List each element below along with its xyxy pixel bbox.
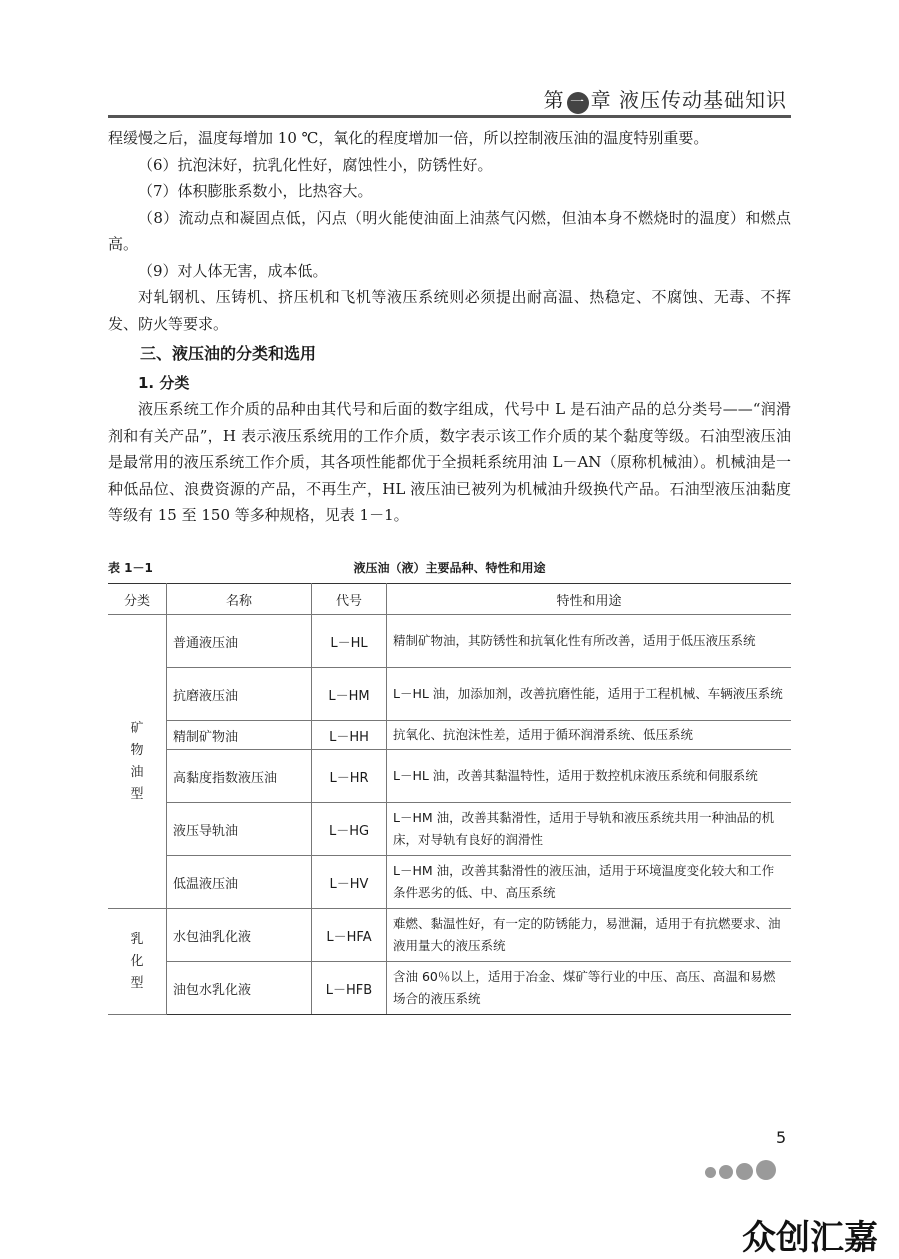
chapter-number-badge: 一	[567, 92, 589, 114]
page-number: 5	[776, 1128, 787, 1147]
desc-cell: 难燃、黏温性好，有一定的防锈能力，易泄漏，适用于有抗燃要求、油液用量大的液压系统	[387, 909, 792, 962]
header-code: 代号	[312, 584, 387, 615]
name-cell: 精制矿物油	[167, 721, 312, 750]
chapter-suffix: 章	[590, 88, 612, 112]
table-caption	[108, 557, 791, 577]
desc-cell: L－HM 油，改善其黏滑性，适用于导轨和液压系统共用一种油品的机床，对导轨有良好的润滑性	[387, 803, 792, 856]
code-cell: L－HL	[312, 615, 387, 668]
category-label: 乳 化 型	[130, 931, 144, 991]
table-header-row	[108, 584, 791, 615]
desc-cell: 精制矿物油，其防锈性和抗氧化性有所改善，适用于低压液压系统	[387, 615, 792, 668]
paragraph: 程缓慢之后，温度每增加 10 ℃，氧化的程度增加一倍，所以控制液压油的温度特别重要。	[108, 129, 709, 147]
table-row	[108, 909, 791, 962]
dot-decoration	[736, 1163, 753, 1180]
paragraph: 对轧钢机、压铸机、挤压机和飞机等液压系统则必须提出耐高温、热稳定、不腐蚀、无毒、不挥发、防火等要求。	[108, 288, 791, 333]
table-row	[108, 721, 791, 750]
code-cell: L－HR	[312, 750, 387, 803]
table-row	[108, 856, 791, 909]
header-category: 分类	[108, 584, 167, 615]
name-cell: 水包油乳化液	[167, 909, 312, 962]
code-cell: L－HH	[312, 721, 387, 750]
dot-decoration	[719, 1165, 733, 1179]
code-cell: L－HV	[312, 856, 387, 909]
code-cell: L－HG	[312, 803, 387, 856]
chapter-prefix: 第	[543, 88, 565, 112]
table-label: 表 1－1	[108, 561, 153, 575]
desc-cell: L－HL 油，改善其黏温特性，适用于数控机床液压系统和伺服系统	[387, 750, 792, 803]
table-title: 液压油（液）主要品种、特性和用途	[353, 561, 546, 575]
code-cell: L－HM	[312, 668, 387, 721]
name-cell: 高黏度指数液压油	[167, 750, 312, 803]
category-label: 矿 物 油 型	[130, 720, 144, 802]
header-desc: 特性和用途	[387, 584, 792, 615]
paragraph: （8）流动点和凝固点低，闪点（明火能使油面上油蒸气闪燃，但油本身不燃烧时的温度）和燃点高。	[108, 208, 791, 253]
desc-cell: L－HL 油，加添加剂，改善抗磨性能，适用于工程机械、车辆液压系统	[387, 668, 792, 721]
table-row	[108, 615, 791, 668]
category-cell	[108, 909, 167, 1015]
name-cell: 油包水乳化液	[167, 962, 312, 1015]
table-row	[108, 962, 791, 1015]
name-cell: 普通液压油	[167, 615, 312, 668]
code-cell: L－HFA	[312, 909, 387, 962]
paragraph: （7）体积膨胀系数小，比热容大。	[138, 182, 373, 200]
header-title	[544, 84, 787, 114]
name-cell: 抗磨液压油	[167, 668, 312, 721]
paragraph: （9）对人体无害，成本低。	[138, 261, 328, 280]
dot-decoration	[705, 1167, 716, 1178]
watermark: 众创汇嘉	[742, 1218, 878, 1258]
desc-cell: L－HM 油，改善其黏滑性的液压油，适用于环境温度变化较大和工作条件恶劣的低、中、高压系统	[387, 856, 792, 909]
table-row	[108, 750, 791, 803]
oil-types-table	[108, 583, 791, 1015]
subsection-heading: 1. 分类	[138, 373, 190, 392]
body-text	[108, 125, 791, 529]
paragraph: （6）抗泡沫好，抗乳化性好，腐蚀性小，防锈性好。	[138, 155, 493, 174]
name-cell: 液压导轨油	[167, 803, 312, 856]
paragraph: 液压系统工作介质的品种由其代号和后面的数字组成，代号中 L 是石油产品的总分类号——“润滑剂和有关产品”，H 表示液压系统用的工作介质，数字表示该工作介质的某个黏度等级。石油型液压油是最常用的液压系统工作介质，其各项性能都优于全损耗系统用油 L－AN（原称机械油）。机械油是一种低品位、浪费资源的产品，不再生产，HL 液压油已被列为机械油升级换代产品。石油型液压油黏度等级有 15 至 150 等多种规格，见表 1－1。	[108, 400, 791, 524]
dot-decoration	[756, 1160, 776, 1180]
name-cell: 低温液压油	[167, 856, 312, 909]
table-row	[108, 668, 791, 721]
desc-cell: 抗氧化、抗泡沫性差，适用于循环润滑系统、低压系统	[387, 721, 792, 750]
section-heading: 三、液压油的分类和选用	[140, 344, 317, 363]
category-cell	[108, 615, 167, 909]
running-header	[108, 82, 791, 118]
desc-cell: 含油 60％以上，适用于冶金、煤矿等行业的中压、高压、高温和易燃场合的液压系统	[387, 962, 792, 1015]
table-row	[108, 803, 791, 856]
header-rule	[108, 115, 791, 118]
chapter-title: 液压传动基础知识	[619, 88, 787, 112]
code-cell: L－HFB	[312, 962, 387, 1015]
page-dots-decoration	[705, 1157, 791, 1183]
header-name: 名称	[167, 584, 312, 615]
